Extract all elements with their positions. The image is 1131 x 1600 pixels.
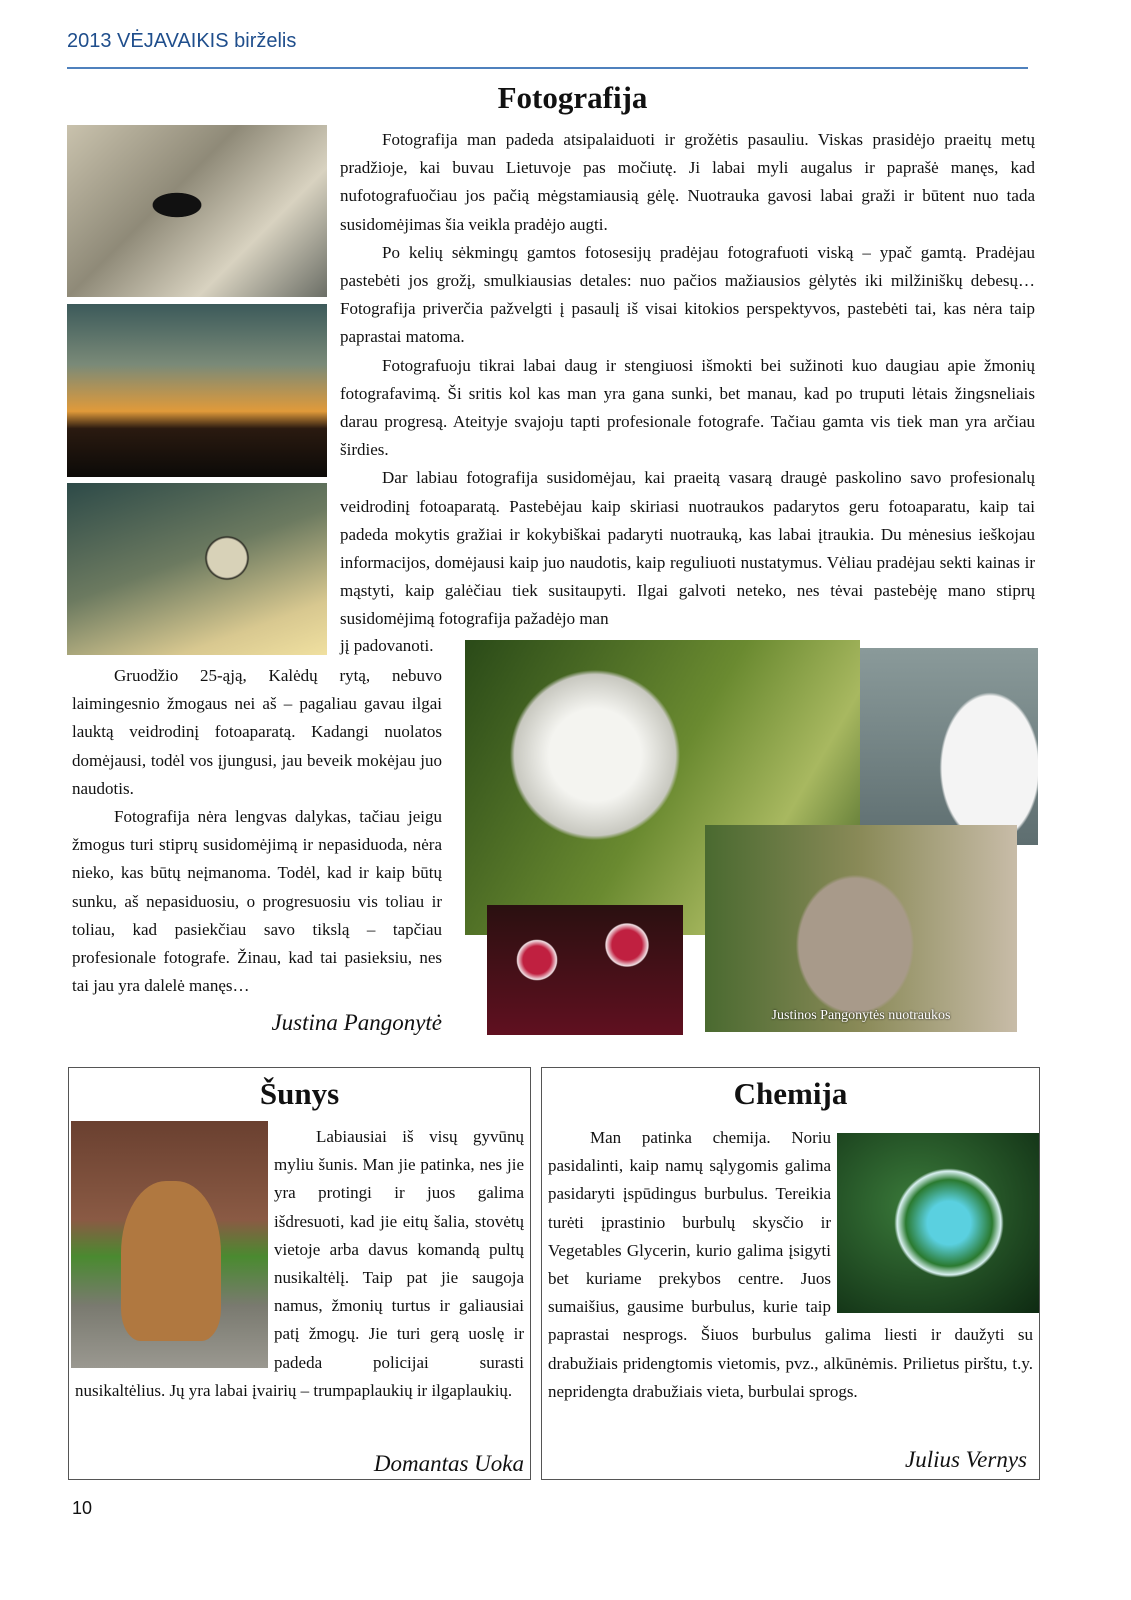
article-title-fotografija: Fotografija <box>497 80 648 115</box>
paragraph: Labiausiai iš visų gyvūnų myliu šunis. Man jie patinka, nes jie yra protingi ir juos galima išdresuoti, kad jie eitų šalia, stovėtų vietoje arba davus komandą pultų nusikaltėlį. Taip pat jie saugoja namus, žmonių turtus ir galiausiai patį žmogų. Jie turi gerą uoslę ir padeda policijai surasti nusikaltėlius. Jų yra labai įvairių – trumpaplaukių ir ilgaplaukių. <box>75 1127 524 1400</box>
fotografija-body-right <box>340 126 1035 634</box>
article-box-sunys <box>68 1067 531 1480</box>
paragraph: Fotografija man padeda atsipalaiduoti ir grožėtis pasauliu. Viskas prasidėjo praeitų metų pradžioje, kai buvau Lietuvoje pas močiutę. Ji labai myli augalus ir paprašė manęs, kad nufotografuočiau jos pačią mėgstamiausią gėlę. Nuotrauka gavosi labai graži ir būtent nuo tada susidomėjimas šia veikla pradėjo augti. <box>340 130 1035 234</box>
page-number: 10 <box>72 1498 93 1518</box>
photo-goose <box>860 648 1038 845</box>
author-signature: Domantas Uoka <box>373 1451 524 1476</box>
photo-squirrel <box>705 825 1017 1032</box>
article-title-chemija: Chemija <box>733 1076 848 1111</box>
photo-horse-eye <box>67 125 327 297</box>
dog-shape <box>121 1181 221 1341</box>
photo-clock <box>67 483 327 655</box>
fotografija-body-left <box>72 662 442 1000</box>
paragraph: Po kelių sėkmingų gamtos fotosesijų pradėjau fotografuoti viską – ypač gamtą. Pradėjau pastebėti jos grožį, smulkiausias detales: nuo pačios mažiausios gėlytės iki milžiniškų debesų… Fotografija priverčia pažvelgti į pasaulį iš visai kitokios perspektyvos, pastebėti tai, kas nėra taip paprastai matoma. <box>340 242 1035 347</box>
photo-sunset-tree <box>67 304 327 477</box>
header-rule <box>67 67 1028 69</box>
author-signature: Justina Pangonytė <box>271 1010 442 1035</box>
author-signature: Julius Vernys <box>904 1447 1027 1472</box>
article-box-chemija <box>541 1067 1040 1480</box>
paragraph: Fotografuoju tikrai labai daug ir stengiuosi išmokti bei sužinoti kuo daugiau apie žmonių fotografavimą. Ši sritis kol kas man yra gana sunki, bet manau, kad po truputi lėtais žingsneliais darau progresą. Ateityje svajoju tapti profesionale fotografe. Tačiau gamta vis tiek man yra arčiau širdies. <box>340 355 1035 460</box>
paragraph-tail: jį padovanoti. <box>340 636 434 655</box>
paragraph: Fotografija nėra lengvas dalykas, tačiau jeigu žmogus turi stiprų susidomėjimą ir nepasiduoda, nėra nieko, kas būtų neįmanoma. Todėl, kad ir kaip būtų sunku, aš nepasiduosiu, o progresuosiu vis toliau ir toliau, kad pasiekčiau savo tikslą – tapčiau profesionale fotografe. Žinau, kad tai pasieksiu, nes tai jau yra dalelė manęs… <box>72 807 442 996</box>
paragraph: Gruodžio 25-ąją, Kalėdų rytą, nebuvo laimingesnio žmogaus nei aš – pagaliau gavau ilgai lauktą veidrodinį fotoaparatą. Kadangi nuolatos domėjausi, todėl vos įjungusi, jau beveik mokėjau juo naudotis. <box>72 666 442 798</box>
running-header: 2013 VĖJAVAIKIS birželis <box>67 30 297 52</box>
paragraph: Dar labiau fotografija susidomėjau, kai praeitą vasarą draugė paskolino savo profesionalų veidrodinį fotoaparatą. Pastebėjau kaip skiriasi nuotraukos padarytos geru fotoaparatu, kaip tai padeda mokytis gražiai ir kokybiškai padaryti nuotrauką, kas labai įtraukia. Du mėnesius ieškojau informacijos, domėjausi kaip juo naudotis, kaip reguliuoti nustatymus. Vėliau pradėjau sekti kainas ir mąstyti, kaip galėčiau tiek susitaupyti. Ilgai galvoti neteko, nes tėvai pastebėję mano stiprų susidomėjimą fotografija pažadėjo man <box>340 468 1035 629</box>
photo-dog <box>71 1121 268 1368</box>
photo-bubble <box>837 1133 1039 1313</box>
photo-daisies <box>487 905 683 1035</box>
photo-credit-caption: Justinos Pangonytės nuotraukos <box>771 1008 951 1023</box>
paragraph: Man patinka chemija. Noriu pasidalinti, kaip namų sąlygomis galima pasidaryti įspūdingus burbulus. Tereikia turėti įprastinio burbulų skysčio ir Vegetables Glycerin, kurio galima įsigyti bet kuriame prekybos centre. Juos sumaišius, gausime burbulus, kurie taip paprastai nesprogs. Šiuos burbulus galima liesti ir daužyti su drabužiais pridengtomis vietomis, pvz., alkūnėmis. Prilietus pirštu, t.y. nepridengta drabužiais vieta, burbulai sprogs. <box>548 1128 1033 1401</box>
article-title-sunys: Šunys <box>259 1076 340 1111</box>
